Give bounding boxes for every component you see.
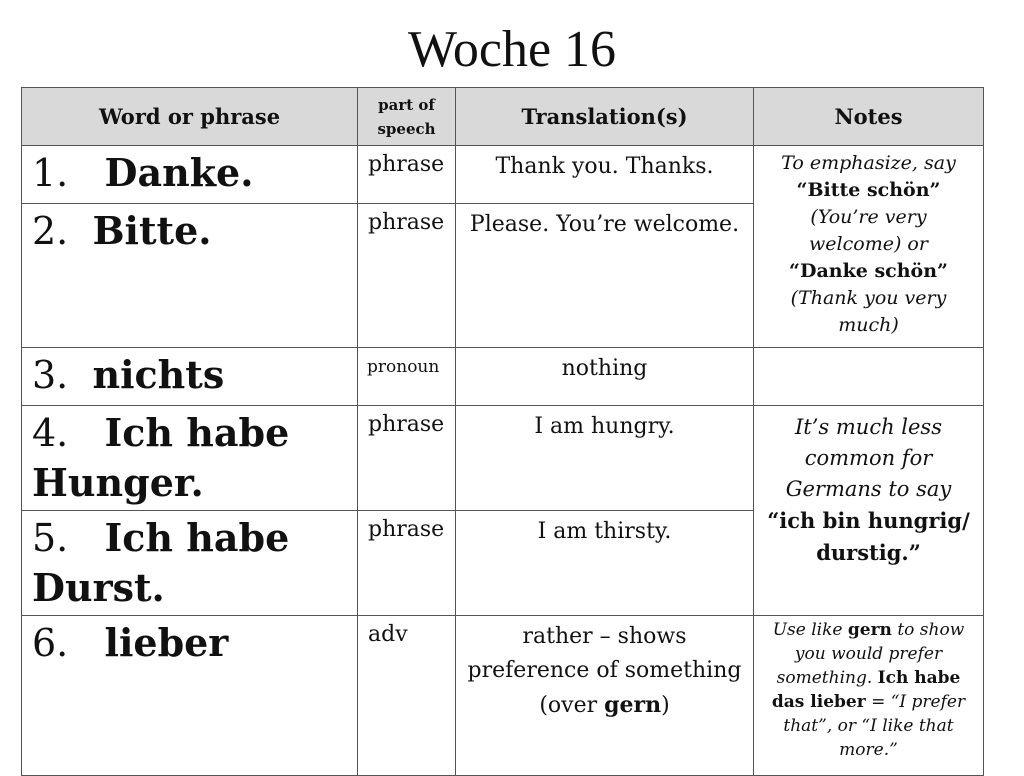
word-cell: 4. Ich habe Hunger. — [22, 406, 358, 511]
notes-cell: Use like gern to show you would prefer something. Ich habe das lieber = “I prefer that”, or “I like that more.” — [754, 616, 984, 776]
translation-cell: I am hungry. — [456, 406, 754, 511]
notes-cell — [754, 348, 984, 406]
translation-cell: Thank you. Thanks. — [456, 146, 754, 204]
word-cell: 5. Ich habe Durst. — [22, 511, 358, 616]
page-title: Woche 16 — [407, 21, 617, 78]
table-row — [22, 146, 984, 204]
pos-cell: phrase — [358, 204, 456, 348]
pos-cell: pronoun — [358, 348, 456, 406]
header-translation: Translation(s) — [456, 88, 754, 146]
notes-cell: To emphasize, say “Bitte schön” (You’re very welcome) or “Danke schön” (Thank you very much) — [754, 146, 984, 348]
translation-cell: I am thirsty. — [456, 511, 754, 616]
vocabulary-table — [21, 87, 984, 776]
table-row — [22, 616, 984, 776]
pos-cell: adv — [358, 616, 456, 776]
pos-cell: phrase — [358, 511, 456, 616]
translation-cell: rather – shows preference of something (over gern) — [456, 616, 754, 776]
table-row — [22, 406, 984, 511]
notes-cell: It’s much less common for Germans to say “ich bin hungrig/ durstig.” — [754, 406, 984, 616]
pos-cell: phrase — [358, 146, 456, 204]
header-notes: Notes — [754, 88, 984, 146]
pos-cell: phrase — [358, 406, 456, 511]
translation-cell: Please. You’re welcome. — [456, 204, 754, 348]
word-cell: 6. lieber — [22, 616, 358, 776]
table-header-row — [22, 88, 984, 146]
header-part-of-speech: part of speech — [358, 88, 456, 146]
word-cell: 2. Bitte. — [22, 204, 358, 348]
header-word: Word or phrase — [22, 88, 358, 146]
word-cell: 3. nichts — [22, 348, 358, 406]
table-row — [22, 348, 984, 406]
translation-cell: nothing — [456, 348, 754, 406]
word-cell: 1. Danke. — [22, 146, 358, 204]
